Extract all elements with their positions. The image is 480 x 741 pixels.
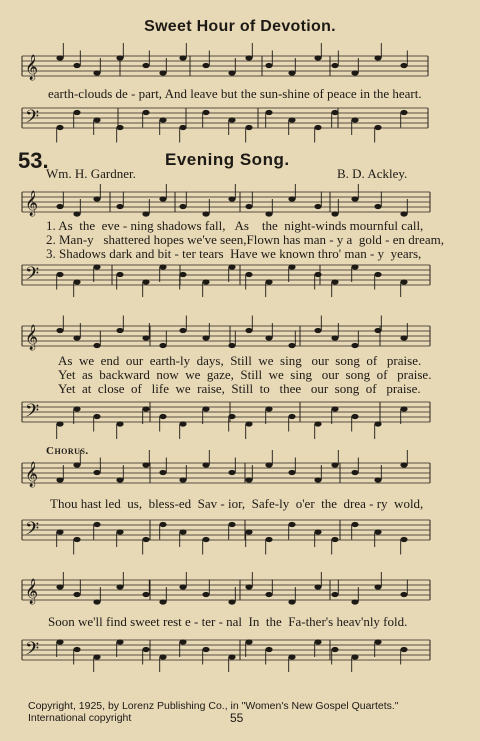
note-head (56, 529, 63, 534)
verse-3-line-1: 3. Shadows dark and bit - ter tears Have we known thro' man - y years, (46, 246, 422, 261)
note-head (93, 654, 100, 659)
note-head (93, 196, 100, 201)
note-head (73, 647, 80, 652)
note-head (56, 639, 63, 644)
note-head (228, 414, 235, 419)
note-head (331, 110, 338, 115)
note-head (374, 125, 381, 130)
note-head (73, 211, 80, 216)
note-head (374, 639, 381, 644)
copyright-line-2: International copyright (28, 712, 132, 724)
note-head (179, 272, 186, 277)
note-head (142, 110, 149, 115)
page-number: 55 (230, 711, 244, 725)
note-head (374, 584, 381, 589)
note-head (228, 599, 235, 604)
note-head (159, 599, 166, 604)
clef-glyph: 𝄞 (25, 55, 39, 80)
note-head (202, 335, 209, 340)
verse-1-line-1: 1. As the eve - ning shadows fall, As the night-winds mournful call, (46, 218, 424, 233)
clef-glyph: 𝄞 (25, 462, 39, 487)
note-head (314, 477, 321, 482)
note-head (142, 592, 149, 597)
note-head (314, 584, 321, 589)
note-head (228, 117, 235, 122)
note-head (331, 462, 338, 467)
note-head (116, 272, 123, 277)
note-head (265, 63, 272, 68)
note-head (288, 470, 295, 475)
note-head (202, 279, 209, 284)
chorus-line-1: Thou hast led us, bless-ed Sav - ior, Safe-ly o'er the drea - ry wold, (50, 496, 424, 511)
note-head (400, 279, 407, 284)
song-title: Evening Song. (165, 150, 290, 169)
note-head (245, 328, 252, 333)
composer-credit: B. D. Ackley. (337, 166, 408, 181)
note-head (374, 328, 381, 333)
note-head (288, 414, 295, 419)
note-head (314, 328, 321, 333)
note-head (314, 639, 321, 644)
note-head (179, 529, 186, 534)
note-head (288, 264, 295, 269)
clef-glyph: 𝄞 (25, 325, 39, 350)
note-head (314, 204, 321, 209)
note-head (374, 477, 381, 482)
note-head (93, 599, 100, 604)
note-head (374, 204, 381, 209)
verse-2-line-1: 2. Man-y shattered hopes we've seen,Flown has man - y a gold - en dream, (46, 232, 445, 247)
note-head (400, 462, 407, 467)
note-head (331, 537, 338, 542)
verse-1-line-2: As we end our earth-ly days, Still we sing our song of praise. (58, 353, 422, 368)
note-head (331, 592, 338, 597)
chorus-label: Chorus. (46, 445, 89, 457)
note-head (202, 592, 209, 597)
note-head (202, 462, 209, 467)
note-head (374, 421, 381, 426)
note-head (73, 406, 80, 411)
note-head (331, 211, 338, 216)
previous-hymn-title: Sweet Hour of Devotion. (144, 18, 336, 35)
note-head (265, 211, 272, 216)
note-head (374, 272, 381, 277)
note-head (202, 211, 209, 216)
hymn-number: 53. (18, 148, 49, 173)
note-head (159, 196, 166, 201)
note-head (56, 477, 63, 482)
note-head (351, 343, 358, 348)
note-head (179, 477, 186, 482)
note-head (245, 477, 252, 482)
note-head (56, 204, 63, 209)
note-head (245, 272, 252, 277)
note-head (351, 70, 358, 75)
note-head (245, 421, 252, 426)
note-head (265, 592, 272, 597)
note-head (116, 639, 123, 644)
lyricist-credit: Wm. H. Gardner. (46, 166, 136, 181)
note-head (374, 529, 381, 534)
note-head (351, 654, 358, 659)
note-head (56, 125, 63, 130)
note-head (400, 110, 407, 115)
note-head (265, 406, 272, 411)
note-head (73, 110, 80, 115)
note-head (159, 654, 166, 659)
note-head (288, 654, 295, 659)
clef-glyph: 𝄞 (25, 191, 39, 216)
note-head (73, 335, 80, 340)
note-head (93, 522, 100, 527)
note-head (159, 343, 166, 348)
note-head (351, 414, 358, 419)
note-head (228, 343, 235, 348)
note-head (265, 110, 272, 115)
note-head (116, 55, 123, 60)
note-head (159, 117, 166, 122)
note-head (351, 117, 358, 122)
note-head (159, 264, 166, 269)
note-head (159, 414, 166, 419)
note-head (265, 537, 272, 542)
clef-glyph: 𝄢 (25, 639, 40, 664)
note-head (331, 335, 338, 340)
note-head (142, 647, 149, 652)
note-head (400, 406, 407, 411)
note-head (142, 537, 149, 542)
note-head (400, 537, 407, 542)
note-head (93, 414, 100, 419)
note-head (265, 335, 272, 340)
note-head (228, 470, 235, 475)
note-head (142, 63, 149, 68)
note-head (116, 204, 123, 209)
note-head (331, 63, 338, 68)
note-head (331, 406, 338, 411)
note-head (314, 421, 321, 426)
note-head (202, 647, 209, 652)
note-head (245, 55, 252, 60)
note-head (228, 264, 235, 269)
note-head (228, 196, 235, 201)
note-head (179, 125, 186, 130)
note-head (288, 196, 295, 201)
note-head (179, 55, 186, 60)
note-head (288, 522, 295, 527)
note-head (73, 63, 80, 68)
note-head (142, 406, 149, 411)
note-head (351, 196, 358, 201)
note-head (116, 584, 123, 589)
note-head (288, 70, 295, 75)
note-head (116, 477, 123, 482)
note-head (245, 125, 252, 130)
note-head (56, 421, 63, 426)
clef-glyph: 𝄢 (25, 264, 40, 289)
note-head (93, 264, 100, 269)
note-head (179, 639, 186, 644)
note-head (142, 211, 149, 216)
clef-glyph: 𝄞 (25, 579, 39, 604)
note-head (245, 639, 252, 644)
note-head (159, 522, 166, 527)
note-head (179, 204, 186, 209)
note-head (116, 421, 123, 426)
note-head (179, 421, 186, 426)
verse-3-line-2: Yet at close of life we raise, Still to thee our song of praise. (58, 381, 421, 396)
note-head (331, 647, 338, 652)
clef-glyph: 𝄢 (25, 401, 40, 426)
note-head (93, 470, 100, 475)
copyright-line-1: Copyright, 1925, by Lorenz Publishing Co., in "Women's New Gospel Quartets." (28, 700, 399, 712)
note-head (314, 125, 321, 130)
note-head (265, 462, 272, 467)
note-head (288, 117, 295, 122)
note-head (265, 647, 272, 652)
note-head (351, 264, 358, 269)
verse-2-line-2: Yet as backward now we gaze, Still we sing our song of praise. (58, 367, 432, 382)
copyright-notice (28, 700, 399, 724)
note-head (56, 584, 63, 589)
note-head (159, 470, 166, 475)
note-head (245, 529, 252, 534)
note-head (351, 522, 358, 527)
note-head (202, 537, 209, 542)
clef-glyph: 𝄢 (25, 519, 40, 544)
note-head (56, 272, 63, 277)
note-head (314, 529, 321, 534)
note-head (228, 70, 235, 75)
note-head (331, 279, 338, 284)
note-head (159, 70, 166, 75)
note-head (228, 654, 235, 659)
clef-glyph: 𝄢 (25, 107, 40, 132)
note-head (245, 204, 252, 209)
note-head (202, 63, 209, 68)
note-head (245, 584, 252, 589)
note-head (202, 406, 209, 411)
note-head (400, 63, 407, 68)
note-head (116, 529, 123, 534)
chorus-line-2: Soon we'll find sweet rest e - ter - nal In the Fa-ther's heav'nly fold. (48, 614, 408, 629)
note-head (400, 592, 407, 597)
note-head (202, 110, 209, 115)
note-head (73, 592, 80, 597)
note-head (93, 343, 100, 348)
note-head (73, 279, 80, 284)
note-head (93, 117, 100, 122)
note-head (56, 55, 63, 60)
note-head (265, 279, 272, 284)
previous-hymn-lyric: earth-clouds de - part, And leave but the sun-shine of peace in the heart. (48, 86, 422, 101)
note-head (351, 470, 358, 475)
note-head (400, 211, 407, 216)
note-head (93, 70, 100, 75)
note-head (142, 279, 149, 284)
note-head (288, 343, 295, 348)
note-head (400, 335, 407, 340)
note-head (314, 272, 321, 277)
note-head (73, 537, 80, 542)
note-head (116, 328, 123, 333)
note-head (179, 328, 186, 333)
note-head (56, 328, 63, 333)
note-head (400, 647, 407, 652)
note-head (116, 125, 123, 130)
note-head (351, 599, 358, 604)
note-head (142, 462, 149, 467)
note-head (142, 335, 149, 340)
note-head (228, 522, 235, 527)
note-head (374, 55, 381, 60)
note-head (73, 462, 80, 467)
note-head (314, 55, 321, 60)
note-head (288, 599, 295, 604)
note-head (179, 584, 186, 589)
